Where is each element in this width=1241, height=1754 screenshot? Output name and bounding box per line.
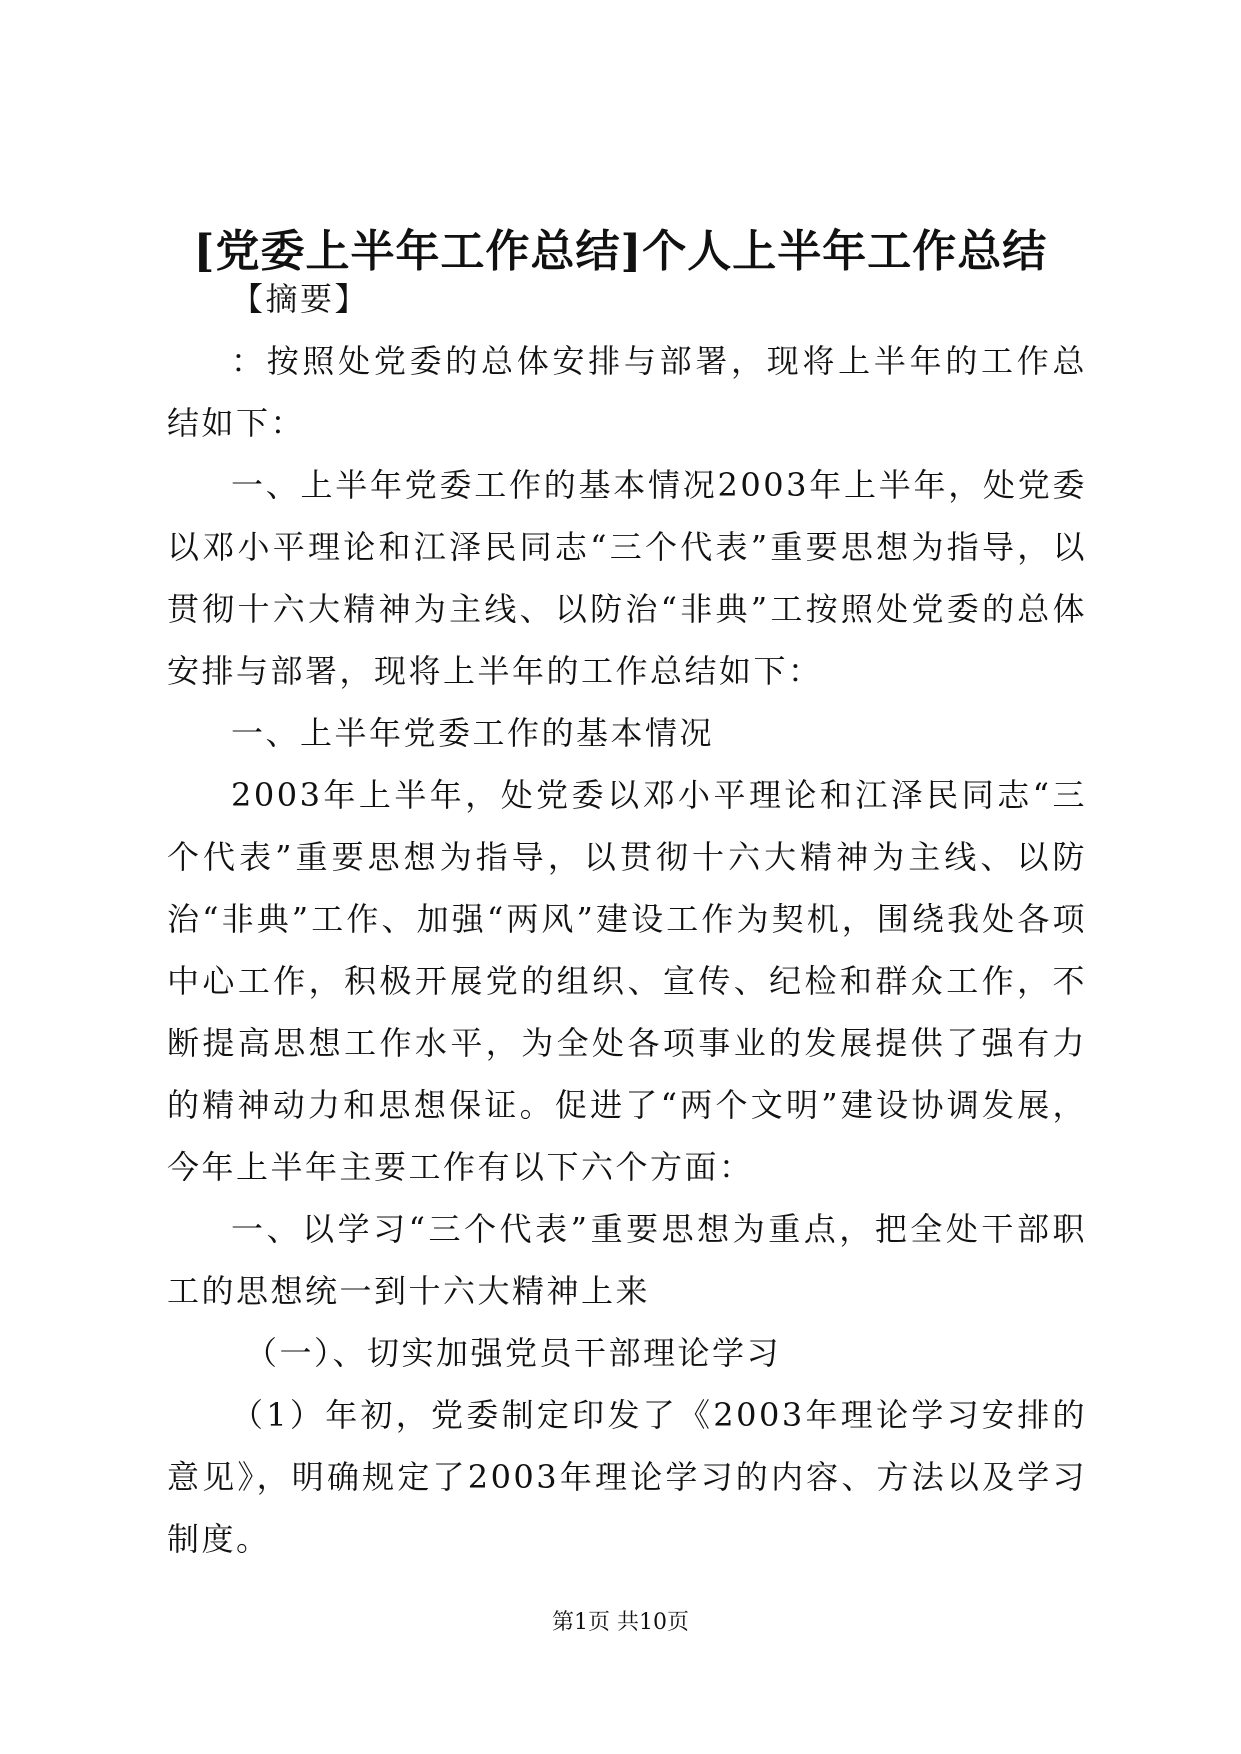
page-number-footer: 第1页 共10页 xyxy=(552,1610,689,1635)
document-body xyxy=(167,268,1087,1570)
subsection-heading-theory-study: （一）、切实加强党员干部理论学习 xyxy=(245,1334,782,1372)
section-heading-study: 一、以学习“三个代表”重要思想为重点，把全处干部职工的思想统一到十六大精神上来 xyxy=(167,1210,1087,1310)
paragraph-basic-situation: 2003年上半年，处党委以邓小平理论和江泽民同志“三个代表”重要思想为指导，以贯彻十六大精神为主线、以防治“非典”工作、加强“两风”建设工作为契机，围绕我处各项中心工作，积极开展党的组织、宣传、纪检和群众工作，不断提高思想工作水平，为全处各项事业的发展提供了强有力的精神动力和思想保证。促进了“两个文明”建设协调发展，今年上半年主要工作有以下六个方面： xyxy=(167,776,1087,1186)
document-title: [党委上半年工作总结]个人上半年工作总结 xyxy=(193,226,1048,277)
paragraph-intro: ：按照处党委的总体安排与部署，现将上半年的工作总结如下： xyxy=(167,342,1087,442)
paragraph-item-1: （1）年初，党委制定印发了《2003年理论学习安排的意见》，明确规定了2003年理论学习的内容、方法以及学习制度。 xyxy=(167,1396,1087,1558)
section-heading-basic-situation: 一、上半年党委工作的基本情况 xyxy=(231,714,715,752)
paragraph-summary: 一、上半年党委工作的基本情况2003年上半年，处党委以邓小平理论和江泽民同志“三个代表”重要思想为指导，以贯彻十六大精神为主线、以防治“非典”工按照处党委的总体安排与部署，现将上半年的工作总结如下： xyxy=(167,466,1087,690)
abstract-heading: 【摘要】 xyxy=(231,280,370,318)
